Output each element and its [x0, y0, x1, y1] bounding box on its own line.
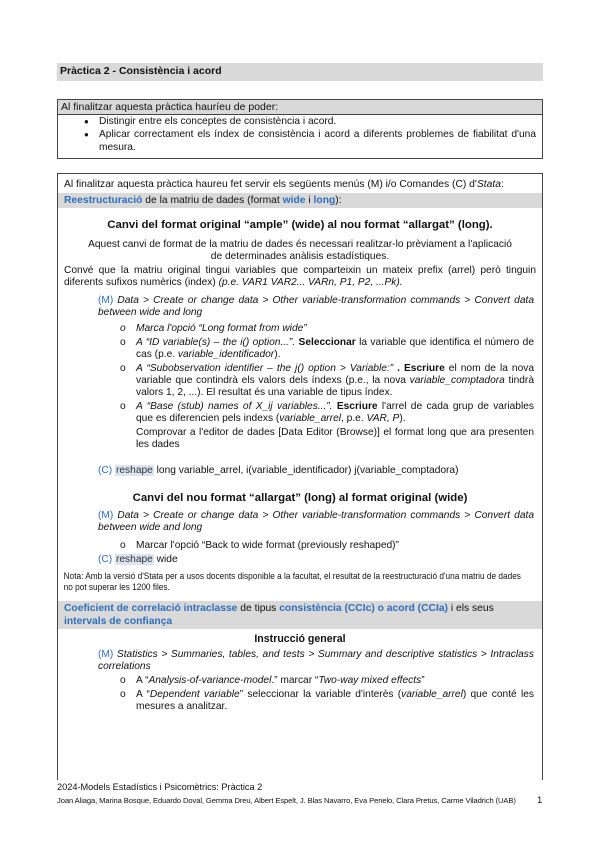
heading-long-to-wide: Canvi del nou format “allargat” (long) al format original (wide): [132, 492, 468, 504]
objectives-box: [57, 99, 543, 159]
footer-course: 2024-Models Estadístics i Psicomètrics: Pràctica 2: [57, 782, 263, 792]
heading-general: Instrucció general: [254, 633, 346, 645]
command-line: (C) reshape wide: [98, 554, 178, 565]
list-item: o Marcar l'opció “Back to wide format (previously reshaped)”: [120, 540, 399, 551]
menus-commands-box: [57, 173, 543, 780]
section-icc-header: Coeficient de correlació intraclasse de tipus consistència (CCIc) o acord (CCIa) i els seus intervals de confiança: [58, 601, 542, 629]
list-item: ● Aplicar correctament els índex de consistència i acord a diferents problemes de fiabilitat d'una mesura.: [84, 129, 536, 153]
objectives-header: Al finalitzar aquesta pràctica hauríeu de poder:: [58, 100, 542, 115]
list-item: o A “Subobservation identifier – the j() option > Variable:” . Escriure el nom de la nova variable que contindrà els valors dels índexs (p.e., la nova variable_comptadora tindrà valors 1, 2, ...). El resultat és una variable de tipus índex.: [120, 363, 535, 398]
menu-path: (M) Data > Create or change data > Other variable-transformation commands > Convert data between wide and long: [98, 510, 534, 533]
list-item: o A “Dependent variable” seleccionar la variable d'interès (variable_arrel) que conté les mesures a analitzar.: [120, 689, 534, 712]
paragraph: Aquest canvi de format de la matriu de dades és necessari realitzar-lo prèviament a l'aplicació de determinades anàlisis estadístiques.: [88, 239, 512, 262]
list-item: o Marca l'opció “Long format from wide”: [120, 323, 307, 334]
list-item: o A “Analysis-of-variance-model.” marcar “Two-way mixed effects”: [120, 675, 425, 686]
menu-path: (M) Statistics > Summaries, tables, and tests > Summary and descriptive statistics > Intraclass correlations: [98, 649, 534, 672]
menu-path: (M) Data > Create or change data > Other variable-transformation commands > Convert data between wide and long: [98, 295, 534, 318]
steps-list: [58, 540, 542, 552]
footer-authors: Joan Aliaga, Marina Bosque, Eduardo Doval, Gemma Dreu, Albert Espelt, J. Blas Navarro, Eva Penelo, Clara Pretus, Carme Viladrich (UAB): [57, 796, 516, 805]
heading-wide-to-long: Canvi del format original “ample” (wide) al nou format “allargat” (long).: [107, 219, 493, 231]
list-item: o A “Base (stub) names of X_ij variables...”. Escriure l'arrel de cada grup de variables que es diferencien pels indexs (variable_arrel, p.e. VAR, P).: [120, 401, 534, 424]
paragraph: Convé que la matriu original tingui variables que comparteixin un mateix prefix (arrel) però tinguin diferents sufixos numèrics (index) (p.e. VAR1 VAR2... VARn, P1, P2, ...Pk).: [64, 265, 536, 288]
bullet-icon: ●: [84, 117, 89, 126]
objectives-list: [58, 115, 542, 154]
section-reshape-header: Reestructuració de la matriu de dades (format wide i long):: [58, 193, 542, 208]
page-number: 1: [537, 795, 543, 806]
page-title: Pràctica 2 - Consistència i acord: [57, 63, 543, 81]
list-item: ● Distingir entre els conceptes de consistència i acord.: [84, 116, 337, 127]
list-item: o A “ID variable(s) – the i() option...”. Seleccionar la variable que identifica el número de cas (p.e. variable_identificador).: [120, 337, 534, 360]
steps-list: [58, 675, 542, 713]
bullet-icon: ●: [84, 130, 89, 139]
intro-text: Al finalitzar aquesta pràctica haureu fet servir els següents menús (M) i/o Comandes (C) d'Stata:: [64, 179, 504, 190]
note-text: Nota: Amb la versió d'Stata per a usos docents disponible a la facultat, el resultat de la reestructuració d'una matriu de dades no pot superar les 1200 files.: [63, 571, 521, 592]
paragraph: Comprovar a l'editor de dades [Data Editor (Browse)] el format long que ara presenten les dades: [136, 427, 534, 450]
steps-list: [58, 323, 542, 425]
command-line: (C) reshape long variable_arrel, i(variable_identificador) j(variable_comptadora): [98, 465, 459, 476]
